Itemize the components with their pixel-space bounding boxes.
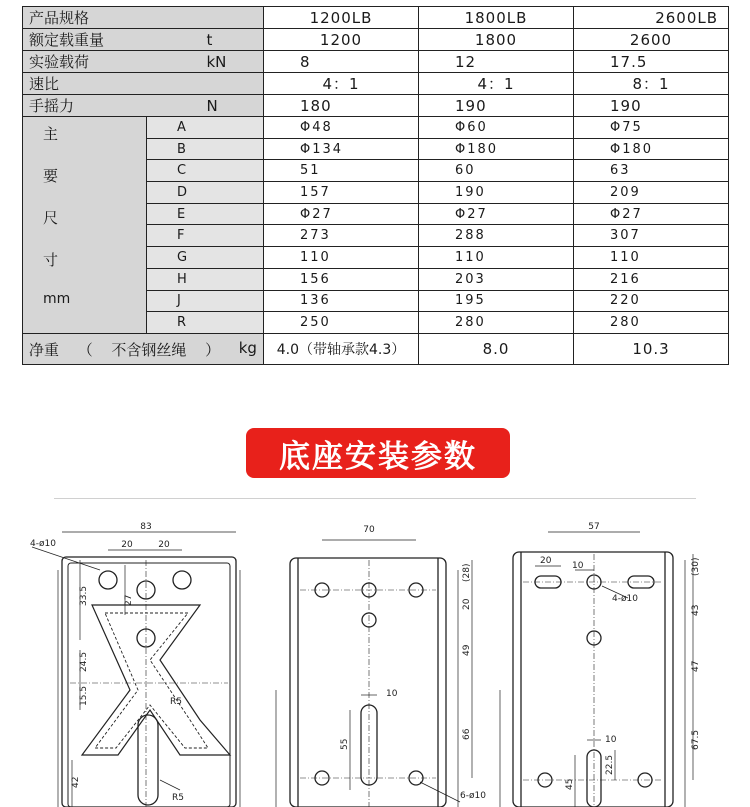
dim-value: 63 — [574, 160, 729, 182]
dim-value: 288 — [419, 225, 574, 247]
dim-label: 6-ø10 — [460, 791, 486, 801]
test-load-unit: kN — [147, 51, 264, 73]
row-test-load — [23, 51, 729, 73]
dim-value: 110 — [264, 247, 419, 269]
dim-label: 83 — [140, 522, 152, 532]
dim-label: 10 — [572, 561, 584, 571]
dim-label: 27 — [124, 594, 134, 606]
dim-label: 33.5 — [79, 585, 89, 606]
dim-key: R — [147, 312, 264, 334]
dim-value: 136 — [264, 290, 419, 312]
speed-ratio-1: 4：1 — [264, 73, 419, 95]
row-rated-load — [23, 29, 729, 51]
spec-table — [22, 6, 729, 365]
section-heading: 底座安装参数 — [246, 428, 510, 478]
model-1: 1200LB — [264, 7, 419, 29]
crank-force-3: 190 — [574, 95, 729, 117]
dim-key: G — [147, 247, 264, 269]
product-spec-label: 产品规格 — [23, 7, 264, 29]
dim-value: 209 — [574, 182, 729, 204]
dim-value: Φ27 — [574, 203, 729, 225]
net-weight-3: 10.3 — [574, 334, 729, 365]
net-weight-part: kg — [238, 338, 257, 357]
main-dims-char: 寸 — [43, 251, 59, 269]
dim-label: 20 — [121, 540, 133, 550]
test-load-2: 12 — [419, 51, 574, 73]
main-dims-char: 主 — [43, 125, 59, 143]
net-weight-1: 4.0（带轴承款4.3） — [264, 334, 419, 365]
speed-ratio-2: 4：1 — [419, 73, 574, 95]
dim-value: 280 — [419, 312, 574, 334]
dim-key: C — [147, 160, 264, 182]
crank-force-label: 手摇力 — [23, 95, 147, 117]
main-dims-char: 要 — [43, 167, 59, 185]
crank-force-unit: N — [147, 95, 264, 117]
rated-load-label: 额定载重量 — [23, 29, 147, 51]
speed-ratio-label: 速比 — [23, 73, 264, 95]
dim-value: 110 — [574, 247, 729, 269]
dim-label: R5 — [170, 697, 182, 707]
dim-value: Φ48 — [264, 117, 419, 139]
net-weight-part: ） — [205, 340, 221, 359]
dim-value: 156 — [264, 268, 419, 290]
dim-key: H — [147, 268, 264, 290]
main-dims-label — [23, 117, 147, 334]
net-weight-label — [23, 334, 264, 365]
dim-key: D — [147, 182, 264, 204]
dim-label: 20 — [462, 598, 472, 610]
drawing-2 — [276, 540, 472, 807]
model-3: 2600LB — [574, 7, 729, 29]
dim-key: A — [147, 117, 264, 139]
divider — [54, 498, 696, 499]
dim-label: 15.5 — [79, 685, 89, 706]
dim-label: 20 — [540, 556, 552, 566]
dim-value: 220 — [574, 290, 729, 312]
dim-value: 110 — [419, 247, 574, 269]
dim-key: F — [147, 225, 264, 247]
net-weight-part: （ — [77, 340, 93, 359]
dim-label: 67.5 — [691, 729, 701, 750]
dim-value: 195 — [419, 290, 574, 312]
dim-label: 66 — [462, 728, 472, 740]
main-dims-char: 尺 — [43, 209, 59, 227]
rated-load-1: 1200 — [264, 29, 419, 51]
dim-value: 157 — [264, 182, 419, 204]
row-speed-ratio — [23, 73, 729, 95]
crank-force-2: 190 — [419, 95, 574, 117]
drawing-1 — [32, 532, 240, 807]
drawing-3 — [500, 532, 693, 807]
dim-value: 216 — [574, 268, 729, 290]
test-load-1: 8 — [264, 51, 419, 73]
dim-label: 4-ø10 — [30, 539, 56, 549]
row-product-spec — [23, 7, 729, 29]
dim-value: Φ180 — [574, 138, 729, 160]
dim-value: Φ180 — [419, 138, 574, 160]
dim-label: 42 — [71, 776, 81, 788]
dim-label: 55 — [340, 738, 350, 750]
dim-value: Φ60 — [419, 117, 574, 139]
drawing-2-labels — [340, 525, 486, 801]
dim-label: 49 — [462, 644, 472, 656]
dim-value: 51 — [264, 160, 419, 182]
dim-label: 10 — [605, 735, 617, 745]
dim-label: 22.5 — [605, 754, 615, 775]
dim-label: 4-ø10 — [612, 594, 638, 604]
speed-ratio-3: 8：1 — [574, 73, 729, 95]
drawing-1-labels — [30, 522, 184, 803]
dim-label: (28) — [462, 563, 472, 582]
dim-label: 47 — [691, 660, 701, 672]
dim-label: (30) — [691, 557, 701, 576]
row-net-weight — [23, 334, 729, 365]
net-weight-part: 净重 — [29, 340, 60, 359]
dim-label: 43 — [691, 604, 701, 616]
dim-key: J — [147, 290, 264, 312]
rated-load-2: 1800 — [419, 29, 574, 51]
dim-key: E — [147, 203, 264, 225]
crank-force-1: 180 — [264, 95, 419, 117]
dim-value: 280 — [574, 312, 729, 334]
model-2: 1800LB — [419, 7, 574, 29]
dim-value: Φ27 — [264, 203, 419, 225]
dim-value: 250 — [264, 312, 419, 334]
dim-value: Φ27 — [419, 203, 574, 225]
dim-label: 70 — [363, 525, 375, 535]
dim-value: 273 — [264, 225, 419, 247]
dim-value: 307 — [574, 225, 729, 247]
dim-value: Φ75 — [574, 117, 729, 139]
row-crank-force — [23, 95, 729, 117]
dim-value: 190 — [419, 182, 574, 204]
dim-label: 20 — [158, 540, 170, 550]
main-dims-unit: mm — [43, 291, 71, 307]
dim-label: 45 — [565, 778, 575, 790]
dim-label: 24.5 — [79, 651, 89, 672]
drawing-3-labels — [540, 522, 701, 790]
dim-label: R5 — [172, 793, 184, 803]
rated-load-unit: t — [147, 29, 264, 51]
test-load-label: 实验载荷 — [23, 51, 147, 73]
rated-load-3: 2600 — [574, 29, 729, 51]
dim-label: 57 — [588, 522, 600, 532]
net-weight-part: 不含钢丝绳 — [111, 340, 187, 359]
dim-label: 10 — [386, 689, 398, 699]
net-weight-2: 8.0 — [419, 334, 574, 365]
dim-row — [23, 117, 729, 139]
base-mount-drawings — [0, 510, 750, 807]
dim-key: B — [147, 138, 264, 160]
dim-value: 203 — [419, 268, 574, 290]
dim-value: Φ134 — [264, 138, 419, 160]
dim-value: 60 — [419, 160, 574, 182]
test-load-3: 17.5 — [574, 51, 729, 73]
